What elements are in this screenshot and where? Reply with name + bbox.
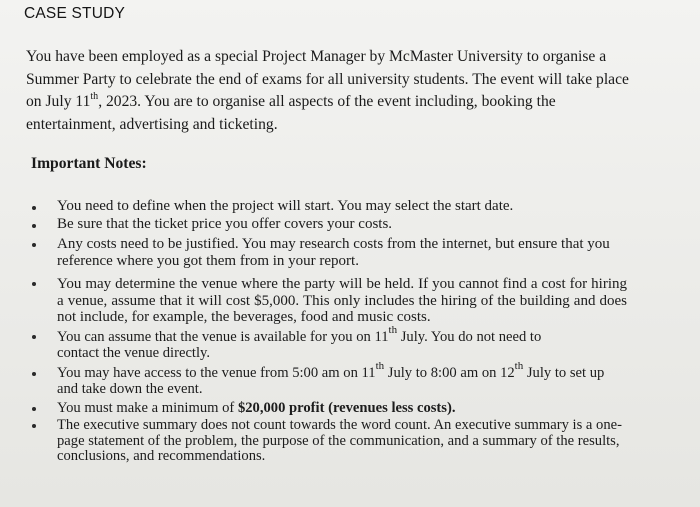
note-item [57, 360, 617, 397]
intro-superscript: th [90, 91, 99, 102]
note-superscript: th [375, 360, 385, 372]
bullet-icon [32, 224, 36, 228]
note-item: Any costs need to be justified. You may research costs from the internet, but ensure that you reference where you got them from in your report. [57, 236, 610, 269]
note-superscript: th [388, 324, 398, 336]
page-title: CASE STUDY [24, 5, 126, 22]
notes-heading: Important Notes: [31, 155, 147, 172]
bullet-icon [32, 407, 36, 411]
intro-text-2: , 2023. You are to organise all aspects of the event including, booking the entertainment, advertising and ticketing. [26, 93, 556, 133]
profit-target: $20,000 profit (revenues less costs). [237, 400, 456, 416]
bullet-icon [32, 335, 36, 339]
note-item [57, 324, 577, 361]
note-item: You need to define when the project will start. You may select the start date. [57, 198, 514, 214]
bullet-icon [32, 243, 36, 247]
note-item: Be sure that the ticket price you offer covers your costs. [57, 216, 393, 232]
note-item: The executive summary does not count towards the word count. An executive summary is a one-page statement of the problem, the purpose of the communication, and a summary of the results, conclusions, and recommendations. [57, 417, 622, 464]
bullet-icon [32, 206, 36, 210]
note-superscript: th [514, 360, 524, 372]
note-text: You can assume that the venue is available for you on 11 [57, 329, 389, 345]
note-text: You must make a minimum of [57, 400, 238, 416]
note-item: You may determine the venue where the party will be held. If you cannot find a cost for hiring a venue, assume that it will cost $5,000. This only includes the hiring of the building and does not include, for example, the beverages, food and music costs. [57, 276, 627, 325]
note-text: July to set up and take down the event. [57, 365, 605, 397]
note-text: July. You do not need to contact the venue directly. [57, 329, 542, 361]
note-text: July to 8:00 am on 12 [384, 365, 515, 381]
intro-text-1: You have been employed as a special Project Manager by McMaster University to organise a Summer Party to celebrate the end of exams for all university students. The event will take place on July 11 [26, 48, 629, 110]
note-item [57, 401, 637, 417]
bullet-icon [32, 282, 36, 286]
bullet-icon [32, 424, 36, 428]
note-text: You may have access to the venue from 5:00 am on 11 [57, 365, 376, 381]
bullet-icon [32, 372, 36, 376]
